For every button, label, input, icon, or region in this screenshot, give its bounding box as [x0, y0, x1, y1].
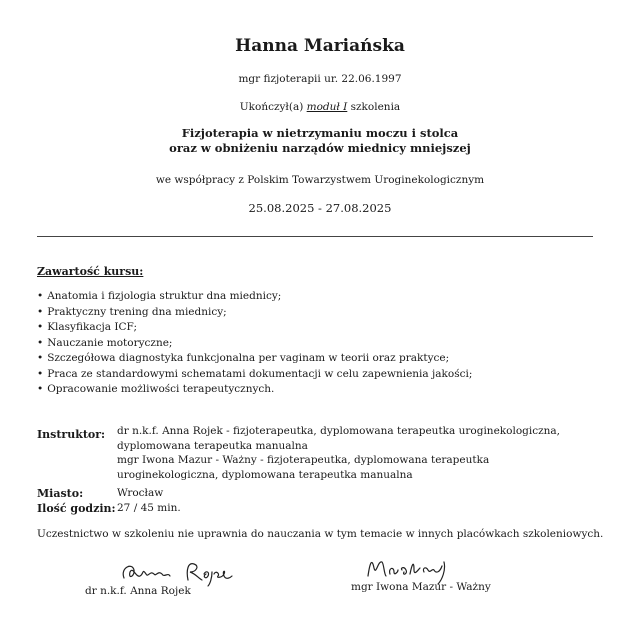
instructor-2-line-1: mgr Iwona Mazur - Ważny - fizjoterapeutka, dyplomowana terapeutka	[117, 454, 490, 466]
course-title-line-1: Fizjoterapia w nietrzymaniu moczu i stolca	[181, 126, 459, 140]
instructor-1-line-2: dyplomowana terapeutka manualna	[117, 439, 308, 452]
list-item: • Praca ze standardowymi schematami dokumentacji w celu zapewnienia jakości;	[37, 367, 472, 383]
divider	[37, 236, 593, 237]
signature-left-image	[118, 556, 248, 588]
instructor-list	[117, 424, 587, 482]
hours-label: Ilość godzin:	[37, 502, 116, 515]
module-name: moduł I	[306, 101, 348, 113]
course-dates: 25.08.2025 - 27.08.2025	[248, 201, 392, 215]
completion-line	[0, 101, 640, 113]
signature-left-name: dr n.k.f. Anna Rojek	[85, 585, 191, 597]
content-heading: Zawartość kursu:	[37, 265, 144, 278]
list-item: • Szczegółowa diagnostyka funkcjonalna per vaginam w teorii oraz praktyce;	[37, 351, 472, 367]
list-item: • Anatomia i fizjologia struktur dna miednicy;	[37, 289, 472, 305]
instructor-2-line-2: uroginekologiczna, dyplomowana terapeutka manualna	[117, 468, 413, 481]
city-value: Wrocław	[117, 487, 164, 499]
cooperation-line: we współpracy z Polskim Towarzystwem Uroginekologicznym	[155, 174, 485, 186]
instructor-label: Instruktor:	[37, 428, 106, 441]
content-list	[37, 289, 472, 398]
instructor-1-line-1: dr n.k.f. Anna Rojek - fizjoterapeutka, dyplomowana terapeutka uroginekologiczna,	[117, 425, 560, 437]
disclaimer-note: Uczestnictwo w szkoleniu nie uprawnia do nauczania w tym temacie w innych placówkach szkoleniowych.	[37, 528, 604, 540]
list-item: • Opracowanie możliwości terapeutycznych.	[37, 382, 472, 398]
hours-value: 27 / 45 min.	[117, 502, 181, 514]
signature-right-name: mgr Iwona Mazur - Ważny	[351, 581, 491, 593]
list-item: • Nauczanie motoryczne;	[37, 336, 472, 352]
list-item: • Klasyfikacja ICF;	[37, 320, 472, 336]
degree-birthdate-line: mgr fizjoterapii ur. 22.06.1997	[238, 73, 402, 85]
course-title	[0, 126, 640, 156]
completion-prefix: Ukończył(a)	[239, 101, 307, 113]
city-label: Miasto:	[37, 487, 84, 500]
participant-name: Hanna Mariańska	[235, 36, 405, 56]
list-item: • Praktyczny trening dna miednicy;	[37, 305, 472, 321]
completion-suffix: szkolenia	[347, 101, 401, 113]
course-title-line-2: oraz w obniżeniu narządów miednicy mniejszej	[169, 141, 471, 155]
